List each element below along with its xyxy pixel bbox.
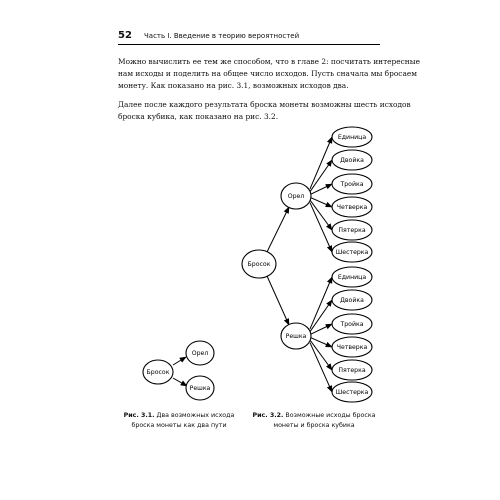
die-outcome-node	[332, 150, 372, 170]
heads-node-label: Орел	[191, 350, 209, 358]
die-outcome-node-label: Тройка	[340, 181, 364, 189]
arrow-edge	[267, 207, 289, 252]
root-node	[143, 360, 173, 384]
die-outcome-node	[332, 242, 372, 262]
die-outcome-node-label: Единица	[337, 134, 367, 142]
running-title: Часть I. Введение в теорию вероятностей	[144, 32, 300, 40]
figure-3-1-caption	[118, 411, 240, 431]
die-outcome-node	[332, 220, 372, 240]
die-outcome-node	[332, 337, 372, 357]
die-outcome-node	[332, 127, 372, 147]
arrow-edge	[310, 340, 332, 370]
arrow-edge	[310, 137, 332, 189]
paragraph-line: броска кубика, как показано на рис. 3.2.	[118, 112, 279, 121]
tails-node	[186, 376, 214, 400]
die-outcome-node-label: Четверка	[336, 204, 368, 212]
caption-text: броска монеты как два пути	[131, 422, 227, 429]
caption-label: Рис. 3.2.	[252, 412, 284, 419]
page-number: 52	[118, 30, 132, 41]
caption-text: Возможные исходы броска	[285, 412, 376, 419]
root-node	[242, 250, 276, 278]
die-outcome-node	[332, 360, 372, 380]
die-outcome-node-label: Пятерка	[338, 367, 366, 375]
arrow-edge	[310, 203, 332, 252]
tails-node	[281, 323, 311, 349]
die-outcome-node	[332, 197, 372, 217]
die-outcome-node	[332, 174, 372, 194]
die-outcome-node	[332, 314, 372, 334]
heads-node-label: Орел	[287, 193, 305, 201]
die-outcome-node-label: Шестерка	[335, 389, 369, 397]
arrow-edge	[173, 378, 187, 386]
heads-node	[281, 183, 311, 209]
die-outcome-node-label: Тройка	[340, 321, 364, 329]
arrow-edge	[310, 160, 332, 192]
arrow-edge	[310, 197, 332, 207]
arrow-edge	[310, 184, 332, 195]
paragraph-line: монету. Как показано на рис. 3.1, возможных исходов два.	[118, 81, 349, 90]
arrow-edge	[310, 324, 332, 335]
die-outcome-node-label: Единица	[337, 274, 367, 282]
die-outcome-node-label: Двойка	[340, 157, 364, 165]
nodes-layer	[143, 127, 372, 402]
die-outcome-node-label: Четверка	[336, 344, 368, 352]
arrow-edge	[310, 300, 332, 332]
arrow-edge	[310, 277, 332, 329]
die-outcome-node	[332, 290, 372, 310]
die-outcome-node	[332, 267, 372, 287]
tails-node-label: Решка	[285, 333, 307, 341]
figure-3-2-caption	[246, 411, 382, 431]
caption-label: Рис. 3.1.	[123, 412, 155, 419]
paragraph-line: Далее после каждого результата броска монеты возможны шесть исходов	[118, 100, 411, 109]
heads-node	[186, 341, 214, 365]
die-outcome-node-label: Пятерка	[338, 227, 366, 235]
paragraph-line: нам исходы и поделить на общее число исходов. Пусть сначала мы бросаем	[118, 69, 417, 78]
arrow-edge	[173, 357, 186, 365]
arrow-edge	[310, 343, 332, 392]
die-outcome-node-label: Двойка	[340, 297, 364, 305]
tails-node-label: Решка	[189, 385, 211, 393]
root-node-label: Бросок	[247, 261, 271, 269]
root-node-label: Бросок	[146, 369, 170, 377]
arrow-edge	[310, 200, 332, 230]
caption-text: монеты и броска кубика	[273, 422, 355, 429]
arrow-edge	[310, 337, 332, 347]
paragraph-line: Можно вычислить ее тем же способом, что в главе 2: посчитать интересные	[118, 57, 420, 66]
die-outcome-node-label: Шестерка	[335, 249, 369, 257]
caption-text: Два возможных исхода	[156, 412, 235, 419]
arrow-edge	[267, 276, 289, 325]
die-outcome-node	[332, 382, 372, 402]
